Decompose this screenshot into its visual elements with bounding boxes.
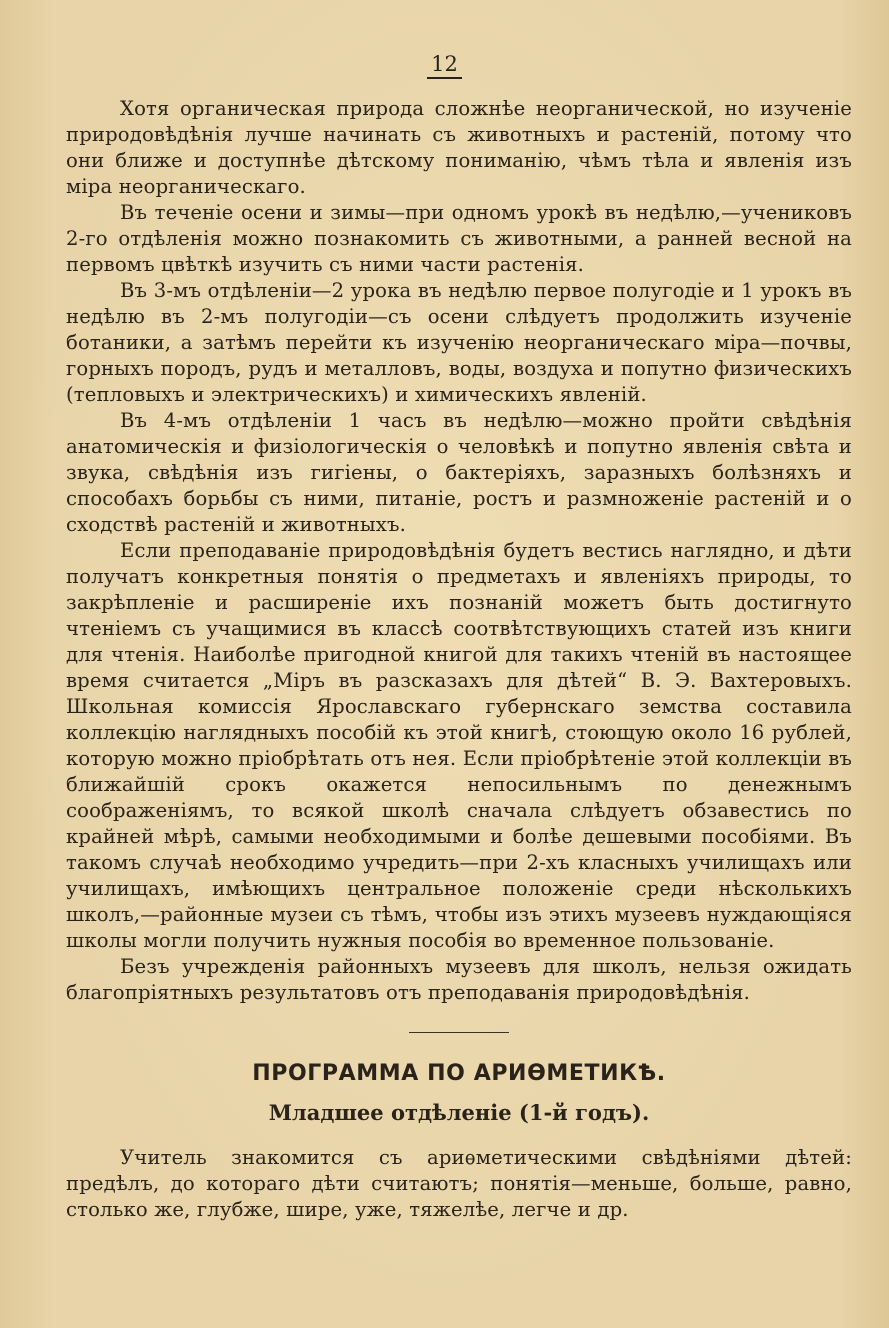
- page-number: [0, 52, 889, 76]
- page-number-text: 12: [427, 52, 462, 79]
- paragraph: Безъ учрежденія районныхъ музеевъ для школъ, нельзя ожидать благопріятныхъ результатовъ отъ преподаванія природовѣдѣнія.: [66, 955, 852, 1004]
- section-title: Младшее отдѣленіе (1-й годъ).: [268, 1100, 650, 1125]
- paragraph: Въ 4-мъ отдѣленіи 1 часъ въ недѣлю—можно пройти свѣдѣнія анатомическія и физіологическія о человѣкѣ и попутно явленія свѣта и звука, свѣдѣнія изъ гигіены, о бактеріяхъ, заразныхъ болѣзняхъ и способахъ борьбы съ ними, питаніе, ростъ и размноженіе растеній и о сходствѣ растеній и животныхъ.: [66, 409, 852, 536]
- program-title: ПРОГРАММА ПО АРИѲМЕТИКѢ.: [252, 1061, 666, 1086]
- paragraph: Въ 3-мъ отдѣленіи—2 урока въ недѣлю первое полугодіе и 1 урокъ въ недѣлю въ 2-мъ полугодіи—съ осени слѣдуетъ продолжить изученіе ботаники, а затѣмъ перейти къ изученію неорганическаго міра—почвы, горныхъ породъ, рудъ и металловъ, воды, воздуха и попутно физическихъ (тепловыхъ и электрическихъ) и химическихъ явленій.: [66, 279, 852, 406]
- program-paragraph: Учитель знакомится съ ариѳметическими свѣдѣніями дѣтей: предѣлъ, до котораго дѣти считаютъ; понятія—меньше, больше, равно, столько же, глубже, шире, уже, тяжелѣе, легче и др.: [66, 1146, 852, 1221]
- section-divider: [409, 1032, 509, 1033]
- page-body: [66, 96, 852, 1223]
- paragraph: Если преподаваніе природовѣдѣнія будетъ вестись наглядно, и дѣти получатъ конкретныя понятія о предметахъ и явленіяхъ природы, то закрѣпленіе и расширеніе ихъ познаній можетъ быть достигнуто чтеніемъ съ учащимися въ классѣ соотвѣтствующихъ статей изъ книги для чтенія. Наиболѣе пригодной книгой для такихъ чтеній въ настоящее время считается „Міръ въ разсказахъ для дѣтей“ В. Э. Вахтеровыхъ. Школьная комиссія Ярославскаго губернскаго земства составила коллекцію наглядныхъ пособій къ этой книгѣ, стоющую около 16 рублей, которую можно пріобрѣтать отъ нея. Если пріобрѣтеніе этой коллекціи въ ближайшій срокъ окажется непосильнымъ по денежнымъ соображеніямъ, то всякой школѣ сначала слѣдуетъ обзавестись по крайней мѣрѣ, самыми необходимыми и болѣе дешевыми пособіями. Въ такомъ случаѣ необходимо учредить—при 2-хъ класныхъ училищахъ или училищахъ, имѣющихъ центральное положеніе среди нѣсколькихъ школъ,—районные музеи съ тѣмъ, чтобы изъ этихъ музеевъ нуждающіяся школы могли получить нужныя пособія во временное пользованіе.: [66, 539, 852, 952]
- paragraph: Хотя органическая природа сложнѣе неорганической, но изученіе природовѣдѣнія лучше начинать съ животныхъ и растеній, потому что они ближе и доступнѣе дѣтскому пониманію, чѣмъ тѣла и явленія изъ міра неорганическаго.: [66, 97, 852, 198]
- paragraph: Въ теченіе осени и зимы—при одномъ урокѣ въ недѣлю,—учениковъ 2-го отдѣленія можно познакомить съ животными, а ранней весной на первомъ цвѣткѣ изучить съ ними части растенія.: [66, 201, 852, 276]
